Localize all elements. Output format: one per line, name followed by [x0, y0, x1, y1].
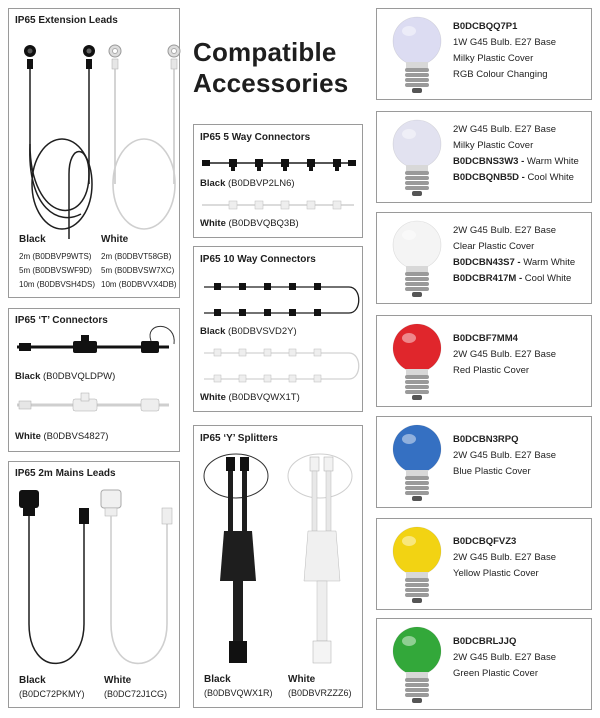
bulb-thread: [405, 688, 429, 692]
bulb-text-line: [453, 171, 574, 184]
y-splitters-white-code: (B0DBVRZZZ6): [288, 688, 352, 698]
bulb-text-line: [453, 667, 538, 680]
bulb-description: 2W G45 Bulb. E27 Base: [453, 450, 556, 461]
bulb-image: [387, 116, 447, 200]
bulb-thread: [405, 186, 429, 190]
y-splitters-panel: [193, 425, 363, 708]
bulb-contact: [412, 698, 422, 703]
bulb-neck: [406, 62, 428, 68]
ten-way-black-code: (B0DBVSVD2Y): [225, 326, 297, 337]
t-connectors-white-image: [9, 387, 181, 427]
bulb-panel: [376, 8, 592, 100]
y-splitters-black-code: (B0DBVQWX1R): [204, 688, 273, 698]
t-connectors-white-caption: [15, 431, 108, 442]
bulb-thread: [405, 481, 429, 485]
bulb-globe: [393, 221, 441, 269]
bulb-description: 1W G45 Bulb. E27 Base: [453, 37, 556, 48]
bulb-contact: [412, 191, 422, 196]
bulb-image: [387, 320, 447, 404]
bulb-contact: [412, 496, 422, 501]
bulb-text-line: [453, 20, 517, 33]
bulb-text-line: [453, 139, 533, 152]
y-splitters-black-label: Black: [204, 674, 231, 685]
bulb-panel: [376, 212, 592, 304]
bulb-description: 2W G45 Bulb. E27 Base: [453, 552, 556, 563]
bulb-code: B0DCBF7MM4: [453, 333, 518, 344]
page-heading-line2: Accessories: [193, 68, 349, 98]
bulb-thread: [405, 83, 429, 87]
extension-leads-panel: [8, 8, 180, 298]
bulb-description: Blue Plastic Cover: [453, 466, 531, 477]
bulb-description: Cool White: [524, 273, 572, 284]
bulb-panel: [376, 518, 592, 610]
bulb-highlight: [402, 536, 416, 546]
bulb-globe: [393, 425, 441, 473]
ten-way-white-image: [194, 345, 364, 390]
bulb-text-line: [453, 449, 556, 462]
bulb-text-line: [453, 651, 556, 664]
bulb-text-line: [453, 224, 556, 237]
ten-way-black-image: [194, 277, 364, 322]
extension-white-item: 2m (B0DBVT58GB): [101, 252, 172, 261]
mains-black-code: (B0DC72PKMY): [19, 689, 85, 699]
bulb-code: B0DCBR417M -: [453, 273, 525, 284]
five-way-black-caption: [200, 178, 295, 189]
five-way-white-code: (B0DBVQBQ3B): [225, 218, 299, 229]
five-way-white-caption: [200, 218, 299, 229]
mains-leads-title: IP65 2m Mains Leads: [15, 468, 116, 479]
bulb-thread: [405, 68, 429, 72]
t-connectors-black-label: Black: [15, 371, 41, 382]
five-way-title: IP65 5 Way Connectors: [200, 132, 311, 143]
bulb-thread: [405, 476, 429, 480]
bulb-thread: [405, 277, 429, 281]
bulb-description: Milky Plastic Cover: [453, 53, 534, 64]
bulb-globe: [393, 17, 441, 65]
bulb-description: Warm White: [526, 156, 579, 167]
bulb-description: 2W G45 Bulb. E27 Base: [453, 225, 556, 236]
bulb-code: B0DCBNS3W3 -: [453, 156, 527, 167]
bulb-thread: [405, 593, 429, 597]
bulb-highlight: [402, 636, 416, 646]
bulb-globe: [393, 324, 441, 372]
bulb-image: [387, 623, 447, 707]
bulb-panel: [376, 618, 592, 710]
bulb-text-line: [453, 52, 533, 65]
extension-white-item: 5m (B0DBVSW7XC): [101, 266, 175, 275]
bulb-thread: [405, 78, 429, 82]
bulb-panel: [376, 111, 592, 203]
bulb-description: 2W G45 Bulb. E27 Base: [453, 124, 556, 135]
ten-way-white-caption: [200, 392, 300, 403]
t-connectors-white-label: White: [15, 431, 41, 442]
t-connectors-black-code: (B0DBVQLDPW): [40, 371, 116, 382]
bulb-thread: [405, 486, 429, 490]
bulb-image: [387, 523, 447, 607]
ten-way-white-code: (B0DBVQWX1T): [225, 392, 300, 403]
bulb-text-line: [453, 364, 529, 377]
bulb-thread: [405, 73, 429, 77]
bulb-thread: [405, 578, 429, 582]
extension-leads-title: IP65 Extension Leads: [15, 15, 118, 26]
bulb-highlight: [402, 26, 416, 36]
bulb-thread: [405, 287, 429, 291]
extension-white-item: 10m (B0DBVVX4DB): [101, 280, 177, 289]
bulb-highlight: [402, 333, 416, 343]
bulb-thread: [405, 272, 429, 276]
bulb-neck: [406, 470, 428, 476]
bulb-text-line: [453, 433, 518, 446]
bulb-text-line: [453, 332, 518, 345]
bulb-neck: [406, 672, 428, 678]
ten-way-black-caption: [200, 326, 297, 337]
bulb-neck: [406, 165, 428, 171]
bulb-text-line: [453, 567, 539, 580]
bulb-globe: [393, 627, 441, 675]
bulb-globe: [393, 120, 441, 168]
bulb-thread: [405, 491, 429, 495]
ten-way-title: IP65 10 Way Connectors: [200, 254, 316, 265]
bulb-globe: [393, 527, 441, 575]
t-connectors-white-code: (B0DBVS4827): [40, 431, 109, 442]
bulb-code: B0DCBN3RPQ: [453, 434, 519, 445]
bulb-panel: [376, 416, 592, 508]
bulb-thread: [405, 390, 429, 394]
y-splitters-white-label: White: [288, 674, 316, 685]
bulb-description: Cool White: [527, 172, 574, 183]
t-connectors-panel: [8, 308, 180, 452]
five-way-white-image: [194, 195, 364, 215]
bulb-text-line: [453, 240, 534, 253]
t-connectors-title: IP65 ‘T’ Connectors: [15, 315, 108, 326]
bulb-description: Green Plastic Cover: [453, 668, 539, 679]
bulb-description: Clear Plastic Cover: [453, 241, 535, 252]
bulb-text-line: [453, 551, 556, 564]
bulb-code: B0DCBRLJJQ: [453, 636, 517, 647]
bulb-text-line: [453, 272, 571, 285]
bulb-description: 2W G45 Bulb. E27 Base: [453, 349, 556, 360]
bulb-code: B0DCBN43S7 -: [453, 257, 524, 268]
bulb-text-line: [453, 256, 575, 269]
bulb-code: B0DCBQNB5D -: [453, 172, 528, 183]
bulb-text-line: [453, 68, 548, 81]
bulb-description: Red Plastic Cover: [453, 365, 530, 376]
bulb-thread: [405, 693, 429, 697]
bulb-thread: [405, 588, 429, 592]
five-way-white-label: White: [200, 218, 226, 229]
bulb-text-line: [453, 348, 556, 361]
page-heading-line1: Compatible: [193, 37, 337, 67]
bulb-description: Yellow Plastic Cover: [453, 568, 539, 579]
extension-black-item: 2m (B0DBVP9WTS): [19, 252, 92, 261]
bulb-thread: [405, 176, 429, 180]
mains-leads-image: [9, 484, 181, 674]
bulb-thread: [405, 181, 429, 185]
bulb-thread: [405, 683, 429, 687]
bulb-description: RGB Colour Changing: [453, 69, 548, 80]
extension-white-label: White: [101, 234, 129, 245]
five-way-panel: [193, 124, 363, 238]
bulb-neck: [406, 369, 428, 375]
t-connectors-black-image: [9, 329, 181, 369]
bulb-thread: [405, 678, 429, 682]
bulb-neck: [406, 572, 428, 578]
ten-way-panel: [193, 246, 363, 412]
mains-leads-panel: [8, 461, 180, 708]
bulb-text-line: [453, 535, 516, 548]
t-connectors-black-caption: [15, 371, 115, 382]
y-splitters-image: [194, 451, 364, 671]
bulb-code: B0DCBQQ7P1: [453, 21, 518, 32]
bulb-text-line: [453, 36, 556, 49]
bulb-description: 2W G45 Bulb. E27 Base: [453, 652, 556, 663]
bulb-text-line: [453, 465, 531, 478]
y-splitters-title: IP65 ‘Y’ Splitters: [200, 433, 278, 444]
bulb-thread: [405, 282, 429, 286]
bulb-thread: [405, 171, 429, 175]
bulb-text-line: [453, 155, 579, 168]
bulb-contact: [412, 292, 422, 297]
mains-white-label: White: [104, 675, 132, 686]
bulb-code: B0DCBQFVZ3: [453, 536, 517, 547]
bulb-thread: [405, 583, 429, 587]
bulb-thread: [405, 385, 429, 389]
five-way-black-image: [194, 153, 364, 173]
bulb-image: [387, 13, 447, 97]
extension-leads-image: [9, 34, 181, 244]
five-way-black-code: (B0DBVP2LN6): [225, 178, 295, 189]
bulb-contact: [412, 88, 422, 93]
bulb-thread: [405, 380, 429, 384]
extension-black-item: 5m (B0DBVSWF9D): [19, 266, 92, 275]
bulb-description: Warm White: [523, 257, 576, 268]
bulb-text-line: [453, 635, 516, 648]
ten-way-white-label: White: [200, 392, 226, 403]
bulb-contact: [412, 598, 422, 603]
bulb-highlight: [402, 129, 416, 139]
bulb-highlight: [402, 230, 416, 240]
bulb-contact: [412, 395, 422, 400]
bulb-panel: [376, 315, 592, 407]
bulb-highlight: [402, 434, 416, 444]
bulb-text-line: [453, 123, 556, 136]
bulb-image: [387, 421, 447, 505]
extension-black-item: 10m (B0DBVSH4DS): [19, 280, 96, 289]
bulb-image: [387, 217, 447, 301]
mains-white-code: (B0DC72J1CG): [104, 689, 168, 699]
bulb-thread: [405, 375, 429, 379]
bulb-neck: [406, 266, 428, 272]
extension-black-label: Black: [19, 234, 46, 245]
ten-way-black-label: Black: [200, 326, 226, 337]
mains-black-label: Black: [19, 675, 46, 686]
bulb-description: Milky Plastic Cover: [453, 140, 534, 151]
five-way-black-label: Black: [200, 178, 226, 189]
